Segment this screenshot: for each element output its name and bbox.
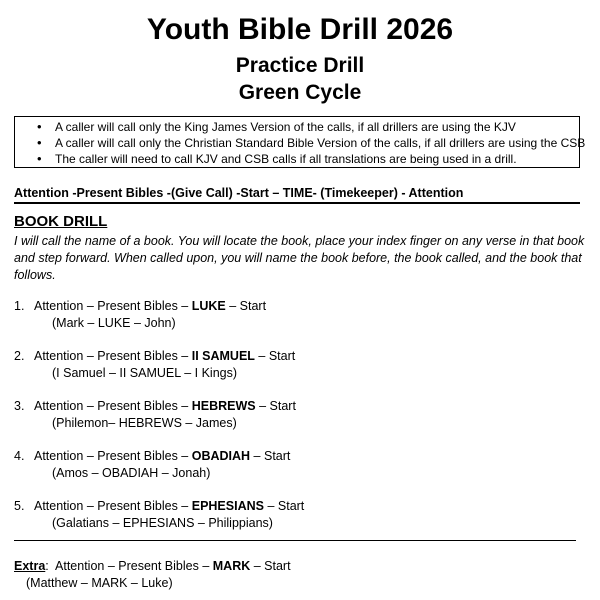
- drill-number: 2.: [14, 349, 25, 363]
- document-subtitle: Practice Drill: [235, 54, 365, 77]
- drill-book: LUKE: [191, 299, 226, 313]
- drill-item: [14, 448, 586, 498]
- document-title: Youth Bible Drill 2026: [146, 13, 454, 46]
- extra-answer: [14, 575, 291, 592]
- answer-book: EPHESIANS: [122, 516, 195, 530]
- drill-answer: [14, 365, 586, 382]
- answer-after: – James): [181, 416, 237, 430]
- extra-call: [14, 558, 291, 575]
- answer-book: HEBREWS: [118, 416, 182, 430]
- extra-call-suffix: – Start: [250, 559, 291, 573]
- caller-note: • The caller will need to call KJV and CSB calls if all translations are being used in a drill.: [55, 151, 579, 167]
- caller-notes-box: [14, 116, 586, 168]
- drill-number: 4.: [14, 449, 25, 463]
- extra-colon: :: [45, 559, 49, 573]
- answer-before: (Mark –: [52, 316, 98, 330]
- drill-call-prefix: Attention – Present Bibles –: [34, 399, 192, 413]
- drill-number: 3.: [14, 399, 25, 413]
- section-divider: [14, 540, 576, 541]
- drill-book: OBADIAH: [191, 449, 251, 463]
- drill-call-suffix: – Start: [263, 499, 305, 513]
- drill-book: HEBREWS: [191, 399, 256, 413]
- drill-item: [14, 298, 586, 348]
- document-cycle: Green Cycle: [238, 81, 362, 104]
- drill-answer: [14, 515, 586, 532]
- answer-before: (I Samuel –: [52, 366, 120, 380]
- answer-after: – John): [130, 316, 176, 330]
- drill-call: [14, 398, 586, 415]
- caller-note: • A caller will call only the Christian Standard Bible Version of the calls, if all drillers are using the CSB: [55, 135, 579, 151]
- answer-before: (Galatians –: [52, 516, 123, 530]
- answer-before: (Amos –: [52, 466, 103, 480]
- extra-book: MARK: [212, 559, 251, 573]
- drill-call: [14, 348, 586, 365]
- answer-book: MARK: [91, 576, 128, 590]
- answer-after: – Philippians): [194, 516, 273, 530]
- section-instructions: I will call the name of a book. You will locate the book, place your index finger on any verse in that book and step forward. When called upon, you will name the book before, the book called, and the book that follows.: [14, 234, 585, 282]
- attention-sequence: Attention -Present Bibles -(Give Call) -Start – TIME- (Timekeeper) - Attention: [14, 185, 580, 204]
- extra-drill: [14, 558, 291, 592]
- drill-call-suffix: – Start: [250, 449, 291, 463]
- answer-book: II SAMUEL: [119, 366, 181, 380]
- drill-book: II SAMUEL: [191, 349, 255, 363]
- extra-call-prefix: Attention – Present Bibles –: [48, 559, 213, 573]
- drill-call-prefix: Attention – Present Bibles –: [34, 349, 192, 363]
- drill-call-suffix: – Start: [254, 349, 296, 363]
- drill-number: 1.: [14, 299, 25, 313]
- drill-call-prefix: Attention – Present Bibles –: [34, 299, 192, 313]
- answer-after: – Luke): [127, 576, 173, 590]
- drill-item: [14, 348, 586, 398]
- drill-answer: [14, 465, 586, 482]
- drill-book: EPHESIANS: [191, 499, 264, 513]
- drill-call: [14, 448, 586, 465]
- section-title: BOOK DRILL: [14, 213, 108, 230]
- drill-number: 5.: [14, 499, 25, 513]
- drill-answer: [14, 415, 586, 432]
- drill-call-suffix: – Start: [225, 299, 267, 313]
- drill-call-prefix: Attention – Present Bibles –: [34, 449, 192, 463]
- drill-list: [14, 298, 586, 548]
- answer-after: – I Kings): [180, 366, 238, 380]
- caller-note: • A caller will call only the King James Version of the calls, if all drillers are using the KJV: [55, 119, 579, 135]
- drill-call-suffix: – Start: [255, 399, 296, 413]
- answer-book: OBADIAH: [102, 466, 159, 480]
- drill-call-prefix: Attention – Present Bibles –: [34, 499, 192, 513]
- drill-call: [14, 298, 586, 315]
- drill-item: [14, 398, 586, 448]
- answer-after: – Jonah): [158, 466, 211, 480]
- answer-before: (Philemon–: [52, 416, 119, 430]
- extra-label: Extra: [14, 559, 46, 573]
- drill-answer: [14, 315, 586, 332]
- answer-before: (Matthew –: [26, 576, 92, 590]
- answer-book: LUKE: [97, 316, 131, 330]
- drill-call: [14, 498, 586, 515]
